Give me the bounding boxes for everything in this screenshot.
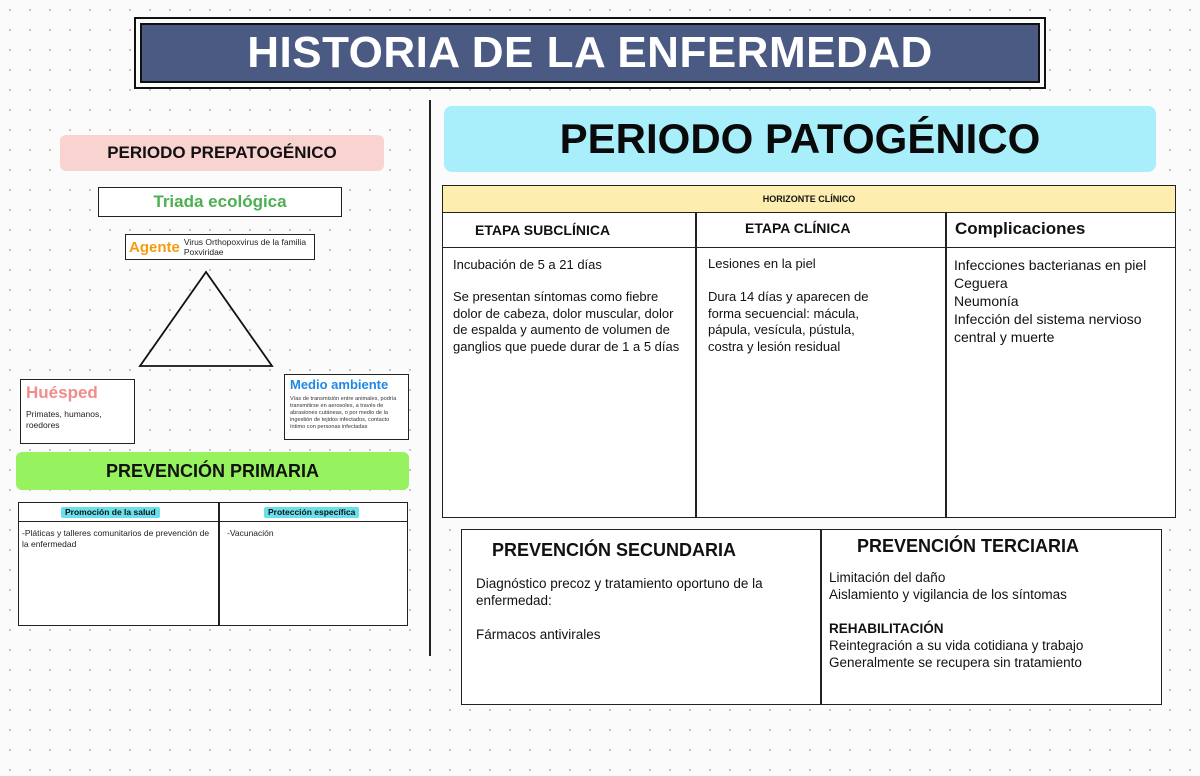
prevencion-sec-ter-table [461, 529, 1162, 705]
proteccion-especifica-text: -Vacunación [227, 528, 274, 538]
complicacion-item: Infección del sistema nervioso central y muerte [954, 311, 1142, 345]
prevencion-secundaria-heading: PREVENCIÓN SECUNDARIA [492, 540, 737, 560]
medio-ambiente-text: Vías de transmisión entre animales, podría transmitirse en aerosoles, a través de abrasiones cutáneas, o por medio de la ingestión de tejidos infectados, contacto íntimo con personas infectadas [290, 396, 397, 430]
patogenico-table [442, 185, 1176, 518]
complicacion-item: Neumonía [954, 293, 1019, 309]
column-divider [820, 530, 822, 704]
column-divider [695, 212, 697, 517]
prevencion-terciaria-heading: PREVENCIÓN TERCIARIA [857, 536, 1080, 556]
complicacion-item: Ceguera [954, 275, 1008, 291]
clinica-lesiones: Lesiones en la piel [708, 256, 816, 271]
etapa-clinica-heading: ETAPA CLÍNICA [745, 220, 851, 236]
medio-ambiente-label: Medio ambiente [290, 377, 389, 392]
column-divider [945, 212, 947, 517]
subclinica-sintomas: Se presentan síntomas como fiebre dolor de cabeza, dolor muscular, dolor de espalda y aumento de volumen de ganglios que puede durar de 1 a 5 días [453, 289, 680, 354]
terciaria-recuperacion: Generalmente se recupera sin tratamiento [829, 655, 1082, 670]
triada-triangle [138, 270, 274, 368]
secundaria-diagnostico: Diagnóstico precoz y tratamiento oportuno de la enfermedad: [476, 576, 763, 608]
rehabilitacion-label: REHABILITACIÓN [829, 621, 944, 636]
huesped-box [20, 379, 135, 444]
huesped-text: Primates, humanos, roedores [26, 409, 102, 430]
terciaria-reintegracion: Reintegración a su vida cotidiana y trabajo [829, 638, 1084, 653]
promocion-salud-tag: Promoción de la salud [61, 507, 160, 518]
huesped-label: Huésped [26, 383, 98, 402]
page-title: HISTORIA DE LA ENFERMEDAD [134, 17, 1046, 89]
prepatogenico-label: PERIODO PREPATOGÉNICO [60, 135, 384, 171]
agente-text: Virus Orthopoxvirus de la familia Poxviridae [183, 237, 307, 257]
terciaria-aislamiento: Aislamiento y vigilancia de los síntomas [829, 587, 1067, 602]
medio-ambiente-box [284, 374, 409, 440]
complicaciones-heading: Complicaciones [955, 219, 1086, 238]
complicaciones-list [954, 256, 1164, 346]
subclinica-incubacion: Incubación de 5 a 21 días [453, 257, 602, 272]
agente-label: Agente [129, 238, 180, 256]
triada-ecologica-box: Triada ecológica [98, 187, 342, 217]
prevencion-primaria-label: PREVENCIÓN PRIMARIA [16, 452, 409, 490]
clinica-secuencia: Dura 14 días y aparecen de forma secuencial: mácula, pápula, vesícula, pústula, costra y lesión residual [708, 289, 869, 354]
etapa-subclinica-heading: ETAPA SUBCLÍNICA [475, 222, 611, 238]
patogenico-label: PERIODO PATOGÉNICO [444, 106, 1156, 172]
column-divider [218, 503, 220, 625]
complicacion-item: Infecciones bacterianas en piel [954, 257, 1147, 273]
agente-box [125, 234, 315, 260]
promocion-salud-text: -Pláticas y talleres comunitarios de prevención de la enfermedad [22, 528, 210, 549]
terciaria-limitacion: Limitación del daño [829, 570, 946, 585]
prevencion-primaria-table [18, 502, 408, 626]
secundaria-farmacos: Fármacos antivirales [476, 627, 601, 642]
vertical-divider [429, 100, 431, 656]
proteccion-especifica-tag: Protección específica [264, 507, 359, 518]
horizonte-clinico-header: HORIZONTE CLÍNICO [443, 186, 1175, 213]
